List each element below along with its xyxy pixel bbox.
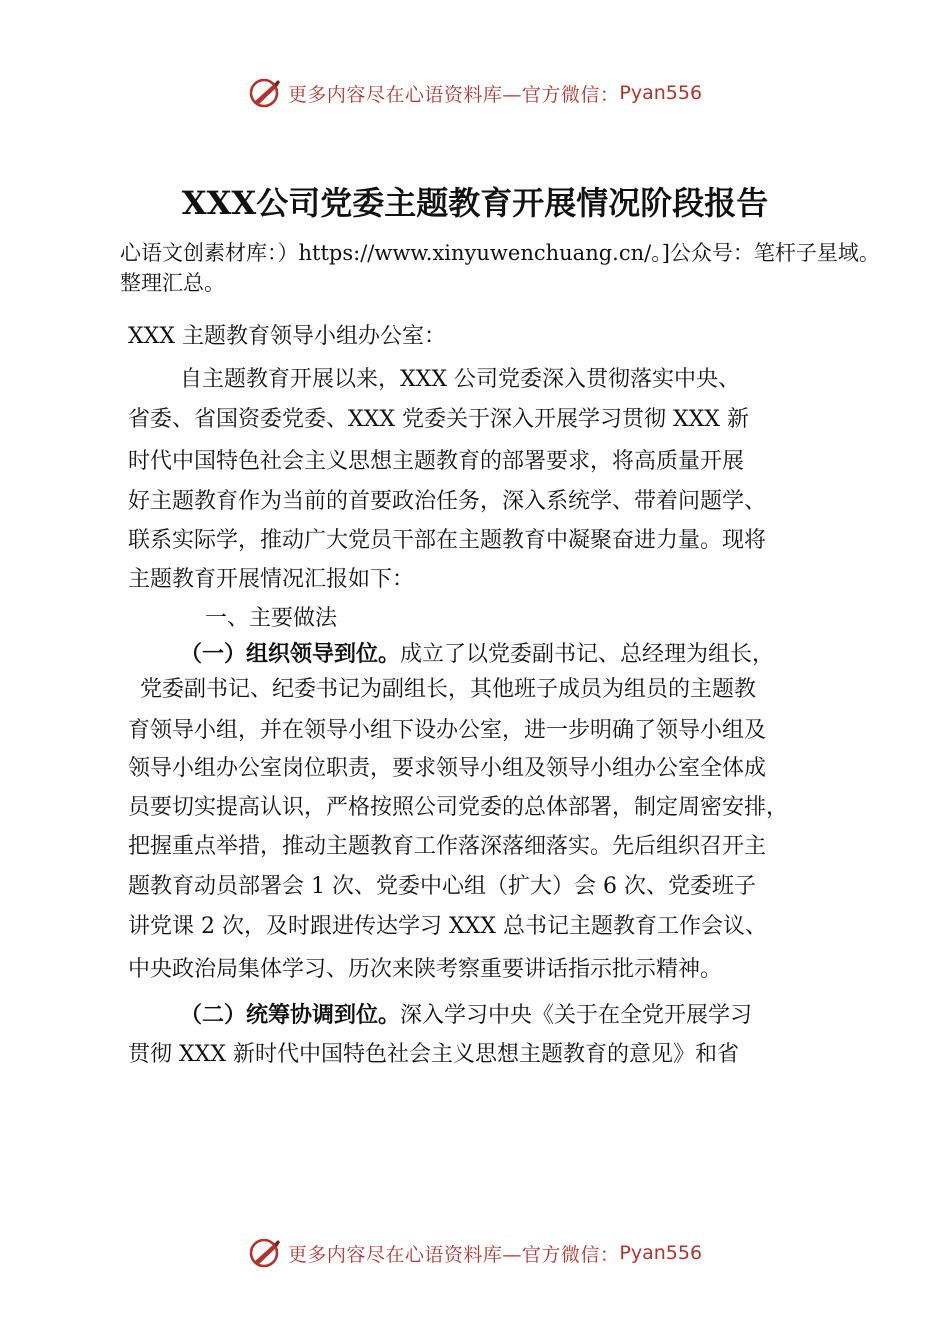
addressee: XXX 主题教育领导小组办公室： — [128, 324, 446, 349]
paragraph-line: 党委副书记、纪委书记为副组长，其他班子成员为组员的主题教 — [140, 677, 757, 702]
subsection-text: 深入学习中央《关于在全党开展学习 — [400, 1003, 753, 1028]
wechat-id: Pyan556 — [619, 82, 703, 104]
wechat-id: Pyan556 — [619, 1242, 703, 1264]
paragraph-line: 育领导小组，并在领导小组下设办公室，进一步明确了领导小组及 — [128, 718, 767, 743]
paragraph-line: 员要切实提高认识，严格按照公司党委的总体部署，制定周密安排， — [128, 795, 789, 820]
header-watermark-banner — [0, 68, 950, 118]
intro-line: 时代中国特色社会主义思想主题教育的部署要求，将高质量开展 — [128, 449, 745, 474]
section-heading: 一、主要做法 — [205, 606, 338, 631]
paragraph-line: 中央政治局集体学习、历次来陕考察重要讲话指示批示精神。 — [128, 957, 723, 982]
pen-circle-logo-icon — [248, 1236, 282, 1270]
subsection-heading: （一）组织领导到位。 — [180, 642, 401, 667]
subsection-text: 成立了以党委副书记、总经理为组长， — [400, 642, 775, 667]
paragraph-line: 领导小组办公室岗位职责，要求领导小组及领导小组办公室全体成 — [128, 756, 767, 781]
intro-line: 自主题教育开展以来，XXX 公司党委深入贯彻落实中央、 — [180, 367, 740, 392]
paragraph-line: 题教育动员部署会 1 次、党委中心组（扩大）会 6 次、党委班子 — [128, 874, 756, 899]
subsection-heading: （二）统筹协调到位。 — [180, 1003, 401, 1028]
intro-line: 省委、省国资委党委、XXX 党委关于深入开展学习贯彻 XXX 新 — [128, 407, 749, 432]
paragraph-line: 把握重点举措，推动主题教育工作落深落细落实。先后组织召开主 — [128, 834, 767, 859]
paragraph-line: 贯彻 XXX 新时代中国特色社会主义思想主题教育的意见》和省 — [128, 1042, 739, 1067]
subsection-first-line — [180, 1001, 752, 1031]
paragraph-line: 讲党课 2 次，及时跟进传达学习 XXX 总书记主题教育工作会议、 — [128, 914, 767, 939]
banner-text: 更多内容尽在心语资料库—官方微信： — [287, 1243, 620, 1266]
source-note: 心语文创素材库：）https://www.xinyuwenchuang.cn/。]公众号：笔杆子星域。整理汇总。 — [120, 241, 880, 295]
intro-line: 好主题教育作为当前的首要政治任务，深入系统学、带着问题学、 — [128, 489, 767, 514]
document-title: XXX公司党委主题教育开展情况阶段报告 — [181, 184, 769, 222]
footer-watermark-banner — [0, 1228, 950, 1278]
subsection-first-line — [180, 640, 774, 670]
intro-line: 主题教育开展情况汇报如下： — [128, 567, 415, 592]
intro-line: 联系实际学，推动广大党员干部在主题教育中凝聚奋进力量。现将 — [128, 528, 767, 553]
pen-circle-logo-icon — [248, 76, 282, 110]
banner-text: 更多内容尽在心语资料库—官方微信： — [287, 83, 620, 106]
